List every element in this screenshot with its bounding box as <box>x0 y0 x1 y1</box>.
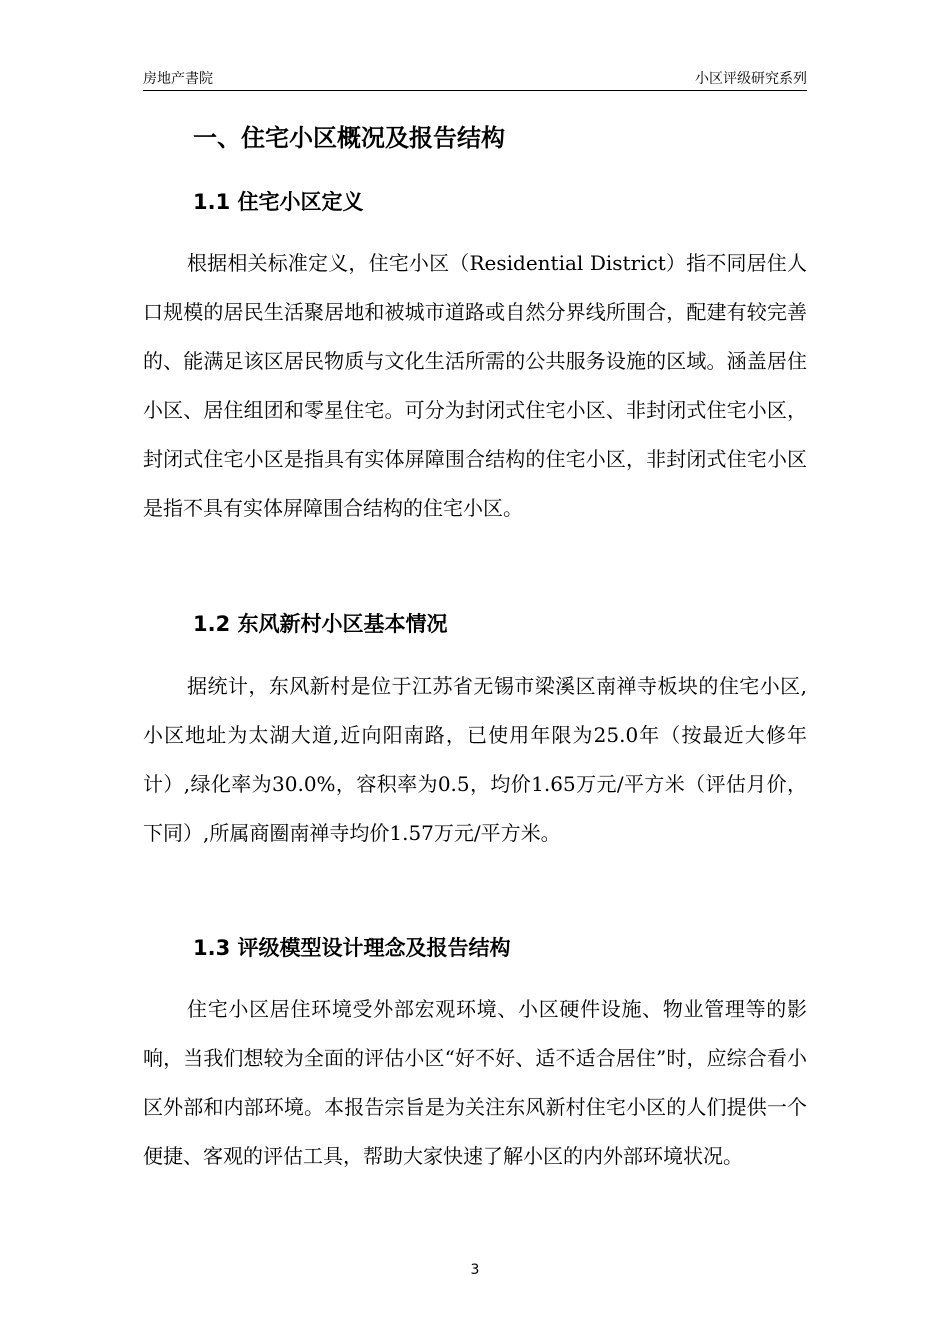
paragraph-1-1: 根据相关标准定义，住宅小区（Residential District）指不同居住人口规模的居民生活聚居地和被城市道路或自然分界线所围合，配建有较完善的、能满足该区居民物质与文化生活所需的公共服务设施的区域。涵盖居住小区、居住组团和零星住宅。可分为封闭式住宅小区、非封闭式住宅小区，封闭式住宅小区是指具有实体屏障围合结构的住宅小区，非封闭式住宅小区是指不具有实体屏障围合结构的住宅小区。 <box>143 251 807 520</box>
page-header <box>143 64 807 91</box>
paragraph-1-3: 住宅小区居住环境受外部宏观环境、小区硬件设施、物业管理等的影响，当我们想较为全面的评估小区“好不好、适不适合居住”时，应综合看小区外部和内部环境。本报告宗旨是为关注东风新村住宅小区的人们提供一个便捷、客观的评估工具，帮助大家快速了解小区的内外部环境状况。 <box>143 997 807 1168</box>
subsection-heading-1-3: 1.3 评级模型设计理念及报告结构 <box>193 936 511 960</box>
paragraph-1-2: 据统计，东风新村是位于江苏省无锡市梁溪区南禅寺板块的住宅小区,小区地址为太湖大道,近向阳南路，已使用年限为25.0年（按最近大修年计）,绿化率为30.0%，容积率为0.5，均价1.65万元/平方米（评估月价，下同）,所属商圈南禅寺均价1.57万元/平方米。 <box>143 674 807 845</box>
header-series-title: 小区评级研究系列 <box>695 71 807 87</box>
subsection-heading-1-1: 1.1 住宅小区定义 <box>193 190 364 214</box>
subsection-heading-1-2: 1.2 东风新村小区基本情况 <box>193 612 448 636</box>
page-number: 3 <box>470 1262 480 1278</box>
section-title: 一、住宅小区概况及报告结构 <box>193 124 505 152</box>
header-publisher: 房地产書院 <box>143 71 213 87</box>
